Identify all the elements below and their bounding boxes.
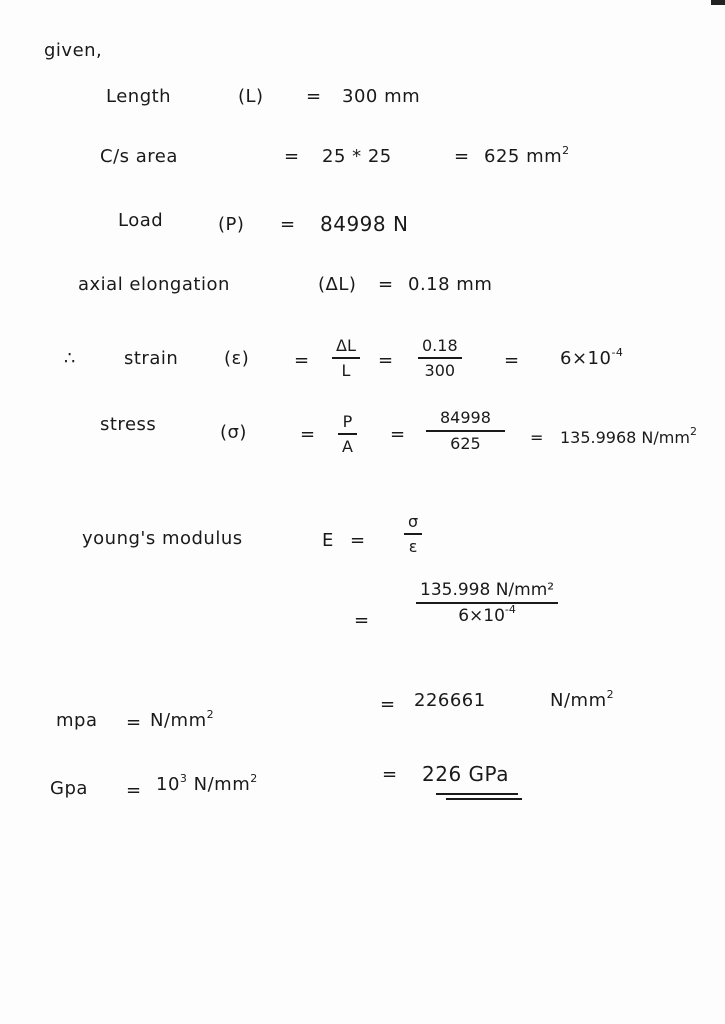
- stress-equals-1: =: [300, 424, 316, 445]
- area-equals-1: =: [284, 146, 300, 167]
- load-equals: =: [280, 214, 296, 235]
- mpa-value: $N/mm^2$: [150, 708, 215, 731]
- gpa-value: $10^3$ $N/mm^2$: [156, 772, 258, 795]
- stress-fraction-1-numerator: P: [342, 412, 353, 431]
- area-expression: 25 * 25: [322, 146, 392, 167]
- stress-label: stress: [100, 414, 157, 435]
- result-underline-2: [446, 798, 522, 800]
- elongation-label: axial elongation: [78, 274, 230, 295]
- result-underline-1: [436, 793, 518, 795]
- strain-equals-3: =: [504, 350, 520, 371]
- youngs-equals-1: =: [350, 530, 366, 551]
- youngs-result-gpa: 226 GPa: [422, 762, 509, 786]
- strain-result: $6\times 10^{-4}$: [560, 346, 624, 369]
- mpa-label: mpa: [56, 710, 98, 731]
- strain-fraction-1-denominator: L: [341, 360, 351, 380]
- load-label: Load: [118, 210, 164, 231]
- given-label: given,: [44, 40, 103, 61]
- youngs-fraction-1-numerator: σ: [408, 512, 419, 531]
- stress-symbol: (σ): [220, 422, 247, 443]
- strain-fraction-1-numerator: ΔL: [336, 336, 356, 355]
- area-label: C/s area: [100, 146, 178, 167]
- elongation-symbol: (ΔL): [318, 274, 357, 295]
- area-equals-2: =: [454, 146, 470, 167]
- youngs-equals-3: =: [380, 694, 396, 715]
- youngs-fraction-values: [416, 582, 558, 625]
- youngs-result-1-unit: $N/mm^2$: [550, 688, 615, 711]
- length-value: 300 mm: [342, 86, 421, 107]
- mpa-equals: =: [126, 712, 142, 733]
- stress-equals-3: =: [530, 428, 544, 447]
- gpa-label: Gpa: [50, 778, 88, 799]
- youngs-fraction-sigma-over-epsilon: [404, 514, 422, 555]
- youngs-equals-2: =: [354, 610, 370, 631]
- length-equals: =: [306, 86, 322, 107]
- youngs-equals-4: =: [382, 764, 398, 785]
- load-symbol: (P): [218, 214, 245, 235]
- gpa-equals: =: [126, 780, 142, 801]
- strain-fraction-delta-l-over-l: [332, 338, 360, 379]
- elongation-value: 0.18 mm: [408, 274, 493, 295]
- corner-scan-mark: [711, 0, 725, 5]
- youngs-fraction-2-denominator: $6\times 10^{-4}$: [458, 602, 516, 626]
- youngs-result-1-number: 226661: [414, 690, 486, 711]
- strain-label: strain: [124, 348, 179, 369]
- strain-fraction-2-numerator: 0.18: [422, 336, 458, 355]
- strain-equals-2: =: [378, 350, 394, 371]
- length-symbol: (L): [238, 86, 264, 107]
- stress-fraction-values: [426, 410, 505, 452]
- strain-fraction-values: [418, 338, 462, 379]
- load-value: 84998 N: [320, 212, 409, 236]
- stress-result: 135.9968 $N/mm^2$: [560, 425, 697, 447]
- area-value: 625 $mm^2$: [484, 144, 570, 167]
- stress-fraction-1-denominator: A: [342, 436, 353, 456]
- stress-fraction-p-over-a: [338, 414, 357, 455]
- stress-equals-2: =: [390, 424, 406, 445]
- youngs-modulus-symbol: E: [322, 530, 334, 551]
- youngs-fraction-1-denominator: ε: [408, 536, 418, 556]
- youngs-modulus-label: young's modulus: [82, 528, 243, 549]
- strain-symbol: (ε): [224, 348, 250, 369]
- youngs-fraction-2-numerator: 135.998 N/mm²: [420, 580, 555, 600]
- stress-fraction-2-numerator: 84998: [440, 408, 491, 427]
- elongation-equals: =: [378, 274, 394, 295]
- strain-fraction-2-denominator: 300: [424, 360, 456, 380]
- length-label: Length: [106, 86, 172, 107]
- stress-fraction-2-denominator: 625: [450, 433, 481, 453]
- therefore-symbol: ∴: [64, 348, 76, 369]
- strain-equals-1: =: [294, 350, 310, 371]
